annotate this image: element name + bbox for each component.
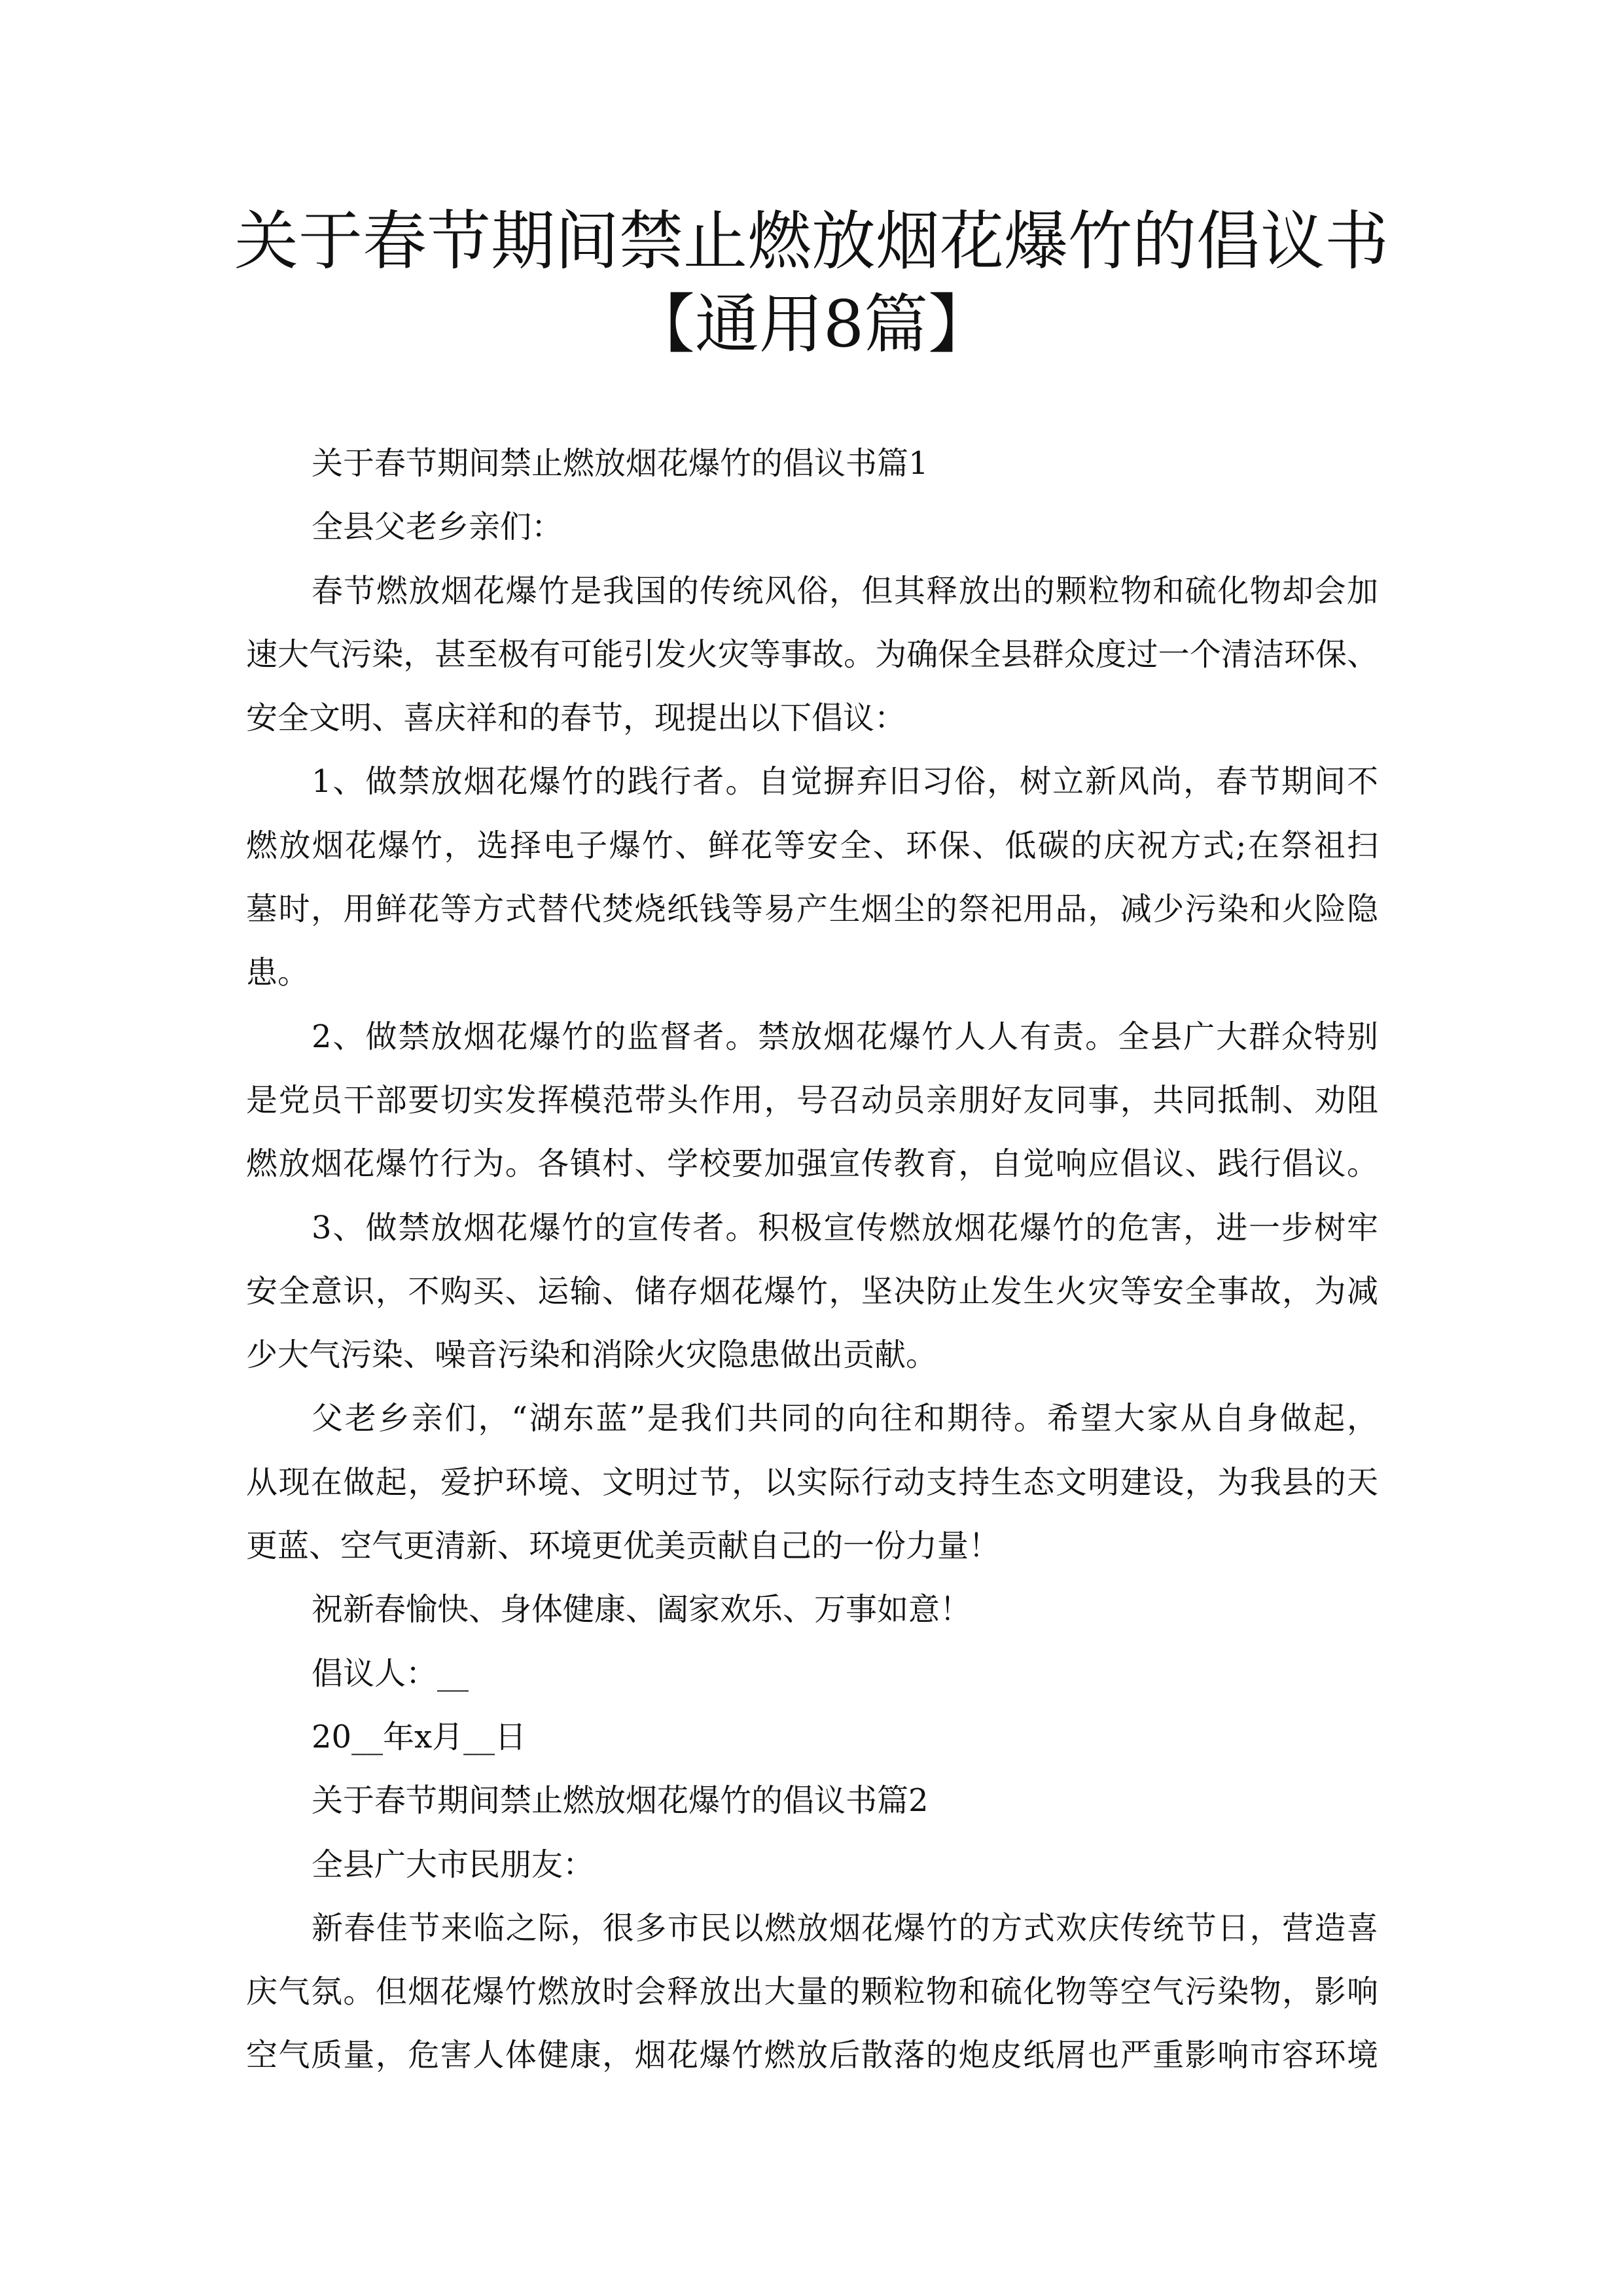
text-line: 燃放烟花爆竹，选择电子爆竹、鲜花等安全、环保、低碳的庆祝方式;在祭祖扫 [246,827,1378,864]
text-line: 3、做禁放烟花爆竹的宣传者。积极宣传燃放烟花爆竹的危害，进一步树牢 [312,1209,1378,1246]
text-line: 20__年x月__日 [312,1718,527,1755]
text-line: 1、做禁放烟花爆竹的践行者。自觉摒弃旧习俗，树立新风尚，春节期间不 [312,763,1378,800]
text-line: 是党员干部要切实发挥模范带头作用，号召动员亲朋好友同事，共同抵制、劝阻 [246,1081,1378,1119]
text-line: 祝新春愉快、身体健康、阖家欢乐、万事如意！ [312,1591,972,1628]
text-line: 父老乡亲们，“湖东蓝”是我们共同的向往和期待。希望大家从自身做起， [312,1400,1378,1437]
text-line: 新春佳节来临之际，很多市民以燃放烟花爆竹的方式欢庆传统节日，营造喜 [312,1909,1378,1946]
text-line: 2、做禁放烟花爆竹的监督者。禁放烟花爆竹人人有责。全县广大群众特别 [312,1018,1378,1055]
text-line: 全县父老乡亲们： [312,509,563,546]
text-line: 春节燃放烟花爆竹是我国的传统风俗，但其释放出的颗粒物和硫化物却会加 [312,572,1378,609]
text-line: 从现在做起，爱护环境、文明过节，以实际行动支持生态文明建设，为我县的天 [246,1463,1378,1501]
document-title [0,200,1623,367]
text-line: 燃放烟花爆竹行为。各镇村、学校要加强宣传教育，自觉响应倡议、践行倡议。 [246,1145,1378,1183]
text-line: 空气质量，危害人体健康，烟花爆竹燃放后散落的炮皮纸屑也严重影响市容环境 [246,2037,1378,2074]
title-line-1: 关于春节期间禁止燃放烟花爆竹的倡议书 [234,204,1389,279]
document-body [246,432,1378,2088]
text-line: 安全意识，不购买、运输、储存烟花爆竹，坚决防止发生火灾等安全事故，为减 [246,1272,1378,1310]
text-line: 关于春节期间禁止燃放烟花爆竹的倡议书篇1 [312,445,929,482]
title-line-2: 【通用8篇】 [630,287,993,362]
text-line: 墓时，用鲜花等方式替代焚烧纸钱等易产生烟尘的祭祀用品，减少污染和火险隐 [246,891,1378,928]
text-line: 患。 [246,954,310,992]
text-line: 庆气氛。但烟花爆竹燃放时会释放出大量的颗粒物和硫化物等空气污染物，影响 [246,1973,1378,2011]
text-line: 更蓝、空气更清新、环境更优美贡献自己的一份力量！ [246,1528,1001,1565]
text-line: 倡议人：__ [312,1655,469,1692]
text-line: 全县广大市民朋友： [312,1846,595,1883]
text-line: 安全文明、喜庆祥和的春节，现提出以下倡议： [246,700,906,737]
text-line: 少大气污染、噪音污染和消除火灾隐患做出贡献。 [246,1336,938,1374]
text-line: 关于春节期间禁止燃放烟花爆竹的倡议书篇2 [312,1782,929,1820]
text-line: 速大气污染，甚至极有可能引发火灾等事故。为确保全县群众度过一个清洁环保、 [246,636,1378,673]
